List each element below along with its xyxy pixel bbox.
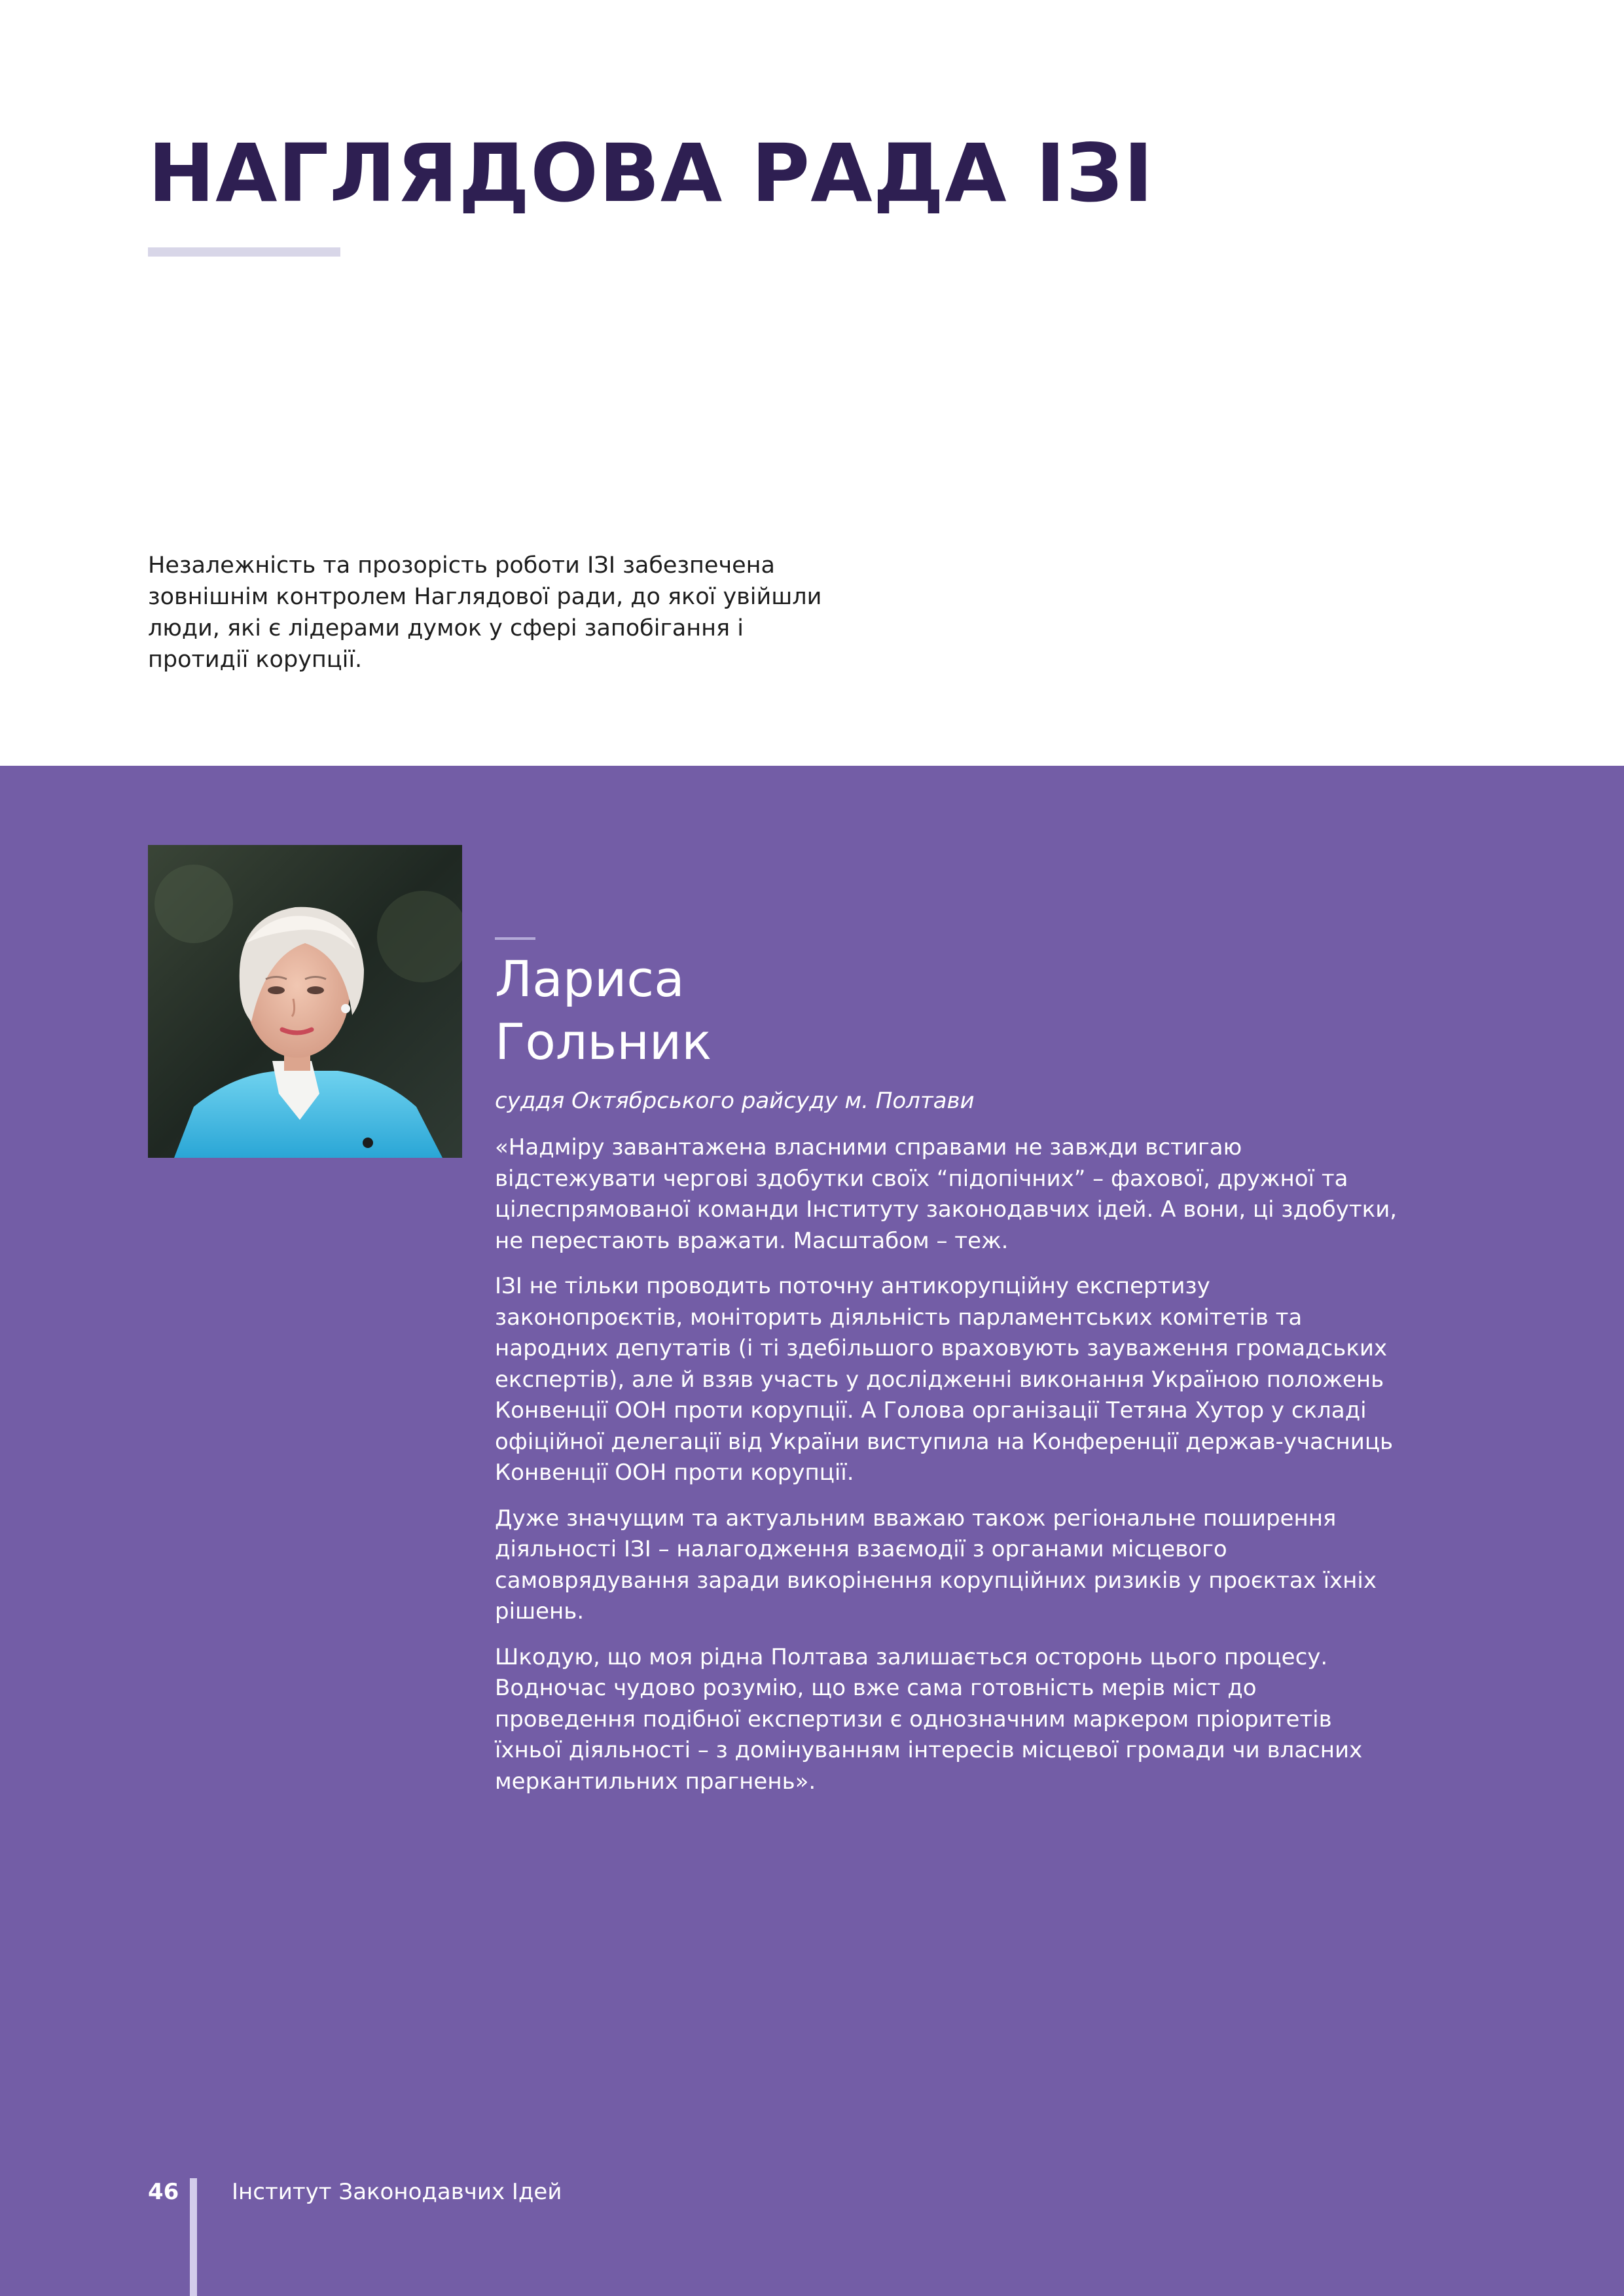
member-last-name: Гольник bbox=[495, 1013, 712, 1071]
member-role: суддя Октябрського райсуду м. Полтави bbox=[495, 1088, 975, 1114]
quote-paragraph: ІЗІ не тільки проводить поточну антикорупційну експертизу законопроєктів, моніторить діяльність парламентських комітетів та народних депутатів (і ті здебільшого враховують зауваження громадських експертів), але й взяв участь у дослідженні виконання Україною положень Конвенції ООН проти корупції. А Голова організації Тетяна Хутор у складі офіційної делегації від України виступила на Конференції держав-учасниць Конвенції ООН проти корупції. bbox=[495, 1273, 1394, 1486]
member-quote bbox=[495, 1132, 1398, 1812]
quote-paragraph: Шкодую, що моя рідна Полтава залишається осторонь цього процесу. Водночас чудово розумію, що вже сама готовність мерів міст до проведення подібної експертизи є однозначним маркером пріоритетів їхньої діяльності – з домінуванням інтересів місцевої громади чи власних меркантильних прагнень». bbox=[495, 1643, 1363, 1795]
title-underline bbox=[148, 247, 340, 257]
name-dash bbox=[495, 937, 535, 940]
footer-divider bbox=[190, 2178, 197, 2296]
member-portrait bbox=[148, 845, 462, 1158]
intro-paragraph: Незалежність та прозорість роботи ІЗІ забезпечена зовнішнім контролем Наглядової ради, до якої увійшли люди, які є лідерами думок у сфері запобігання і протидії корупції. bbox=[148, 552, 822, 673]
member-first-name: Лариса bbox=[495, 950, 685, 1008]
page-number: 46 bbox=[148, 2179, 179, 2205]
page-title: НАГЛЯДОВА РАДА ІЗІ bbox=[148, 127, 1154, 220]
quote-paragraph: Дуже значущим та актуальним вважаю також регіональне поширення діяльності ІЗІ – налагодження взаємодії з органами місцевого самоврядування заради викорінення корупційних ризиків у проєктах їхніх рішень. bbox=[495, 1505, 1377, 1624]
publisher-name: Інститут Законодавчих Ідей bbox=[232, 2179, 562, 2205]
quote-paragraph: «Надміру завантажена власними справами не завжди встигаю відстежувати чергові здобутки своїх “підопічних” – фахової, дружної та цілеспрямованої команди Інституту законодавчих ідей. А вони, ці здобутки, не перестають вражати. Масштабом – теж. bbox=[495, 1134, 1398, 1254]
member-name bbox=[495, 948, 712, 1073]
